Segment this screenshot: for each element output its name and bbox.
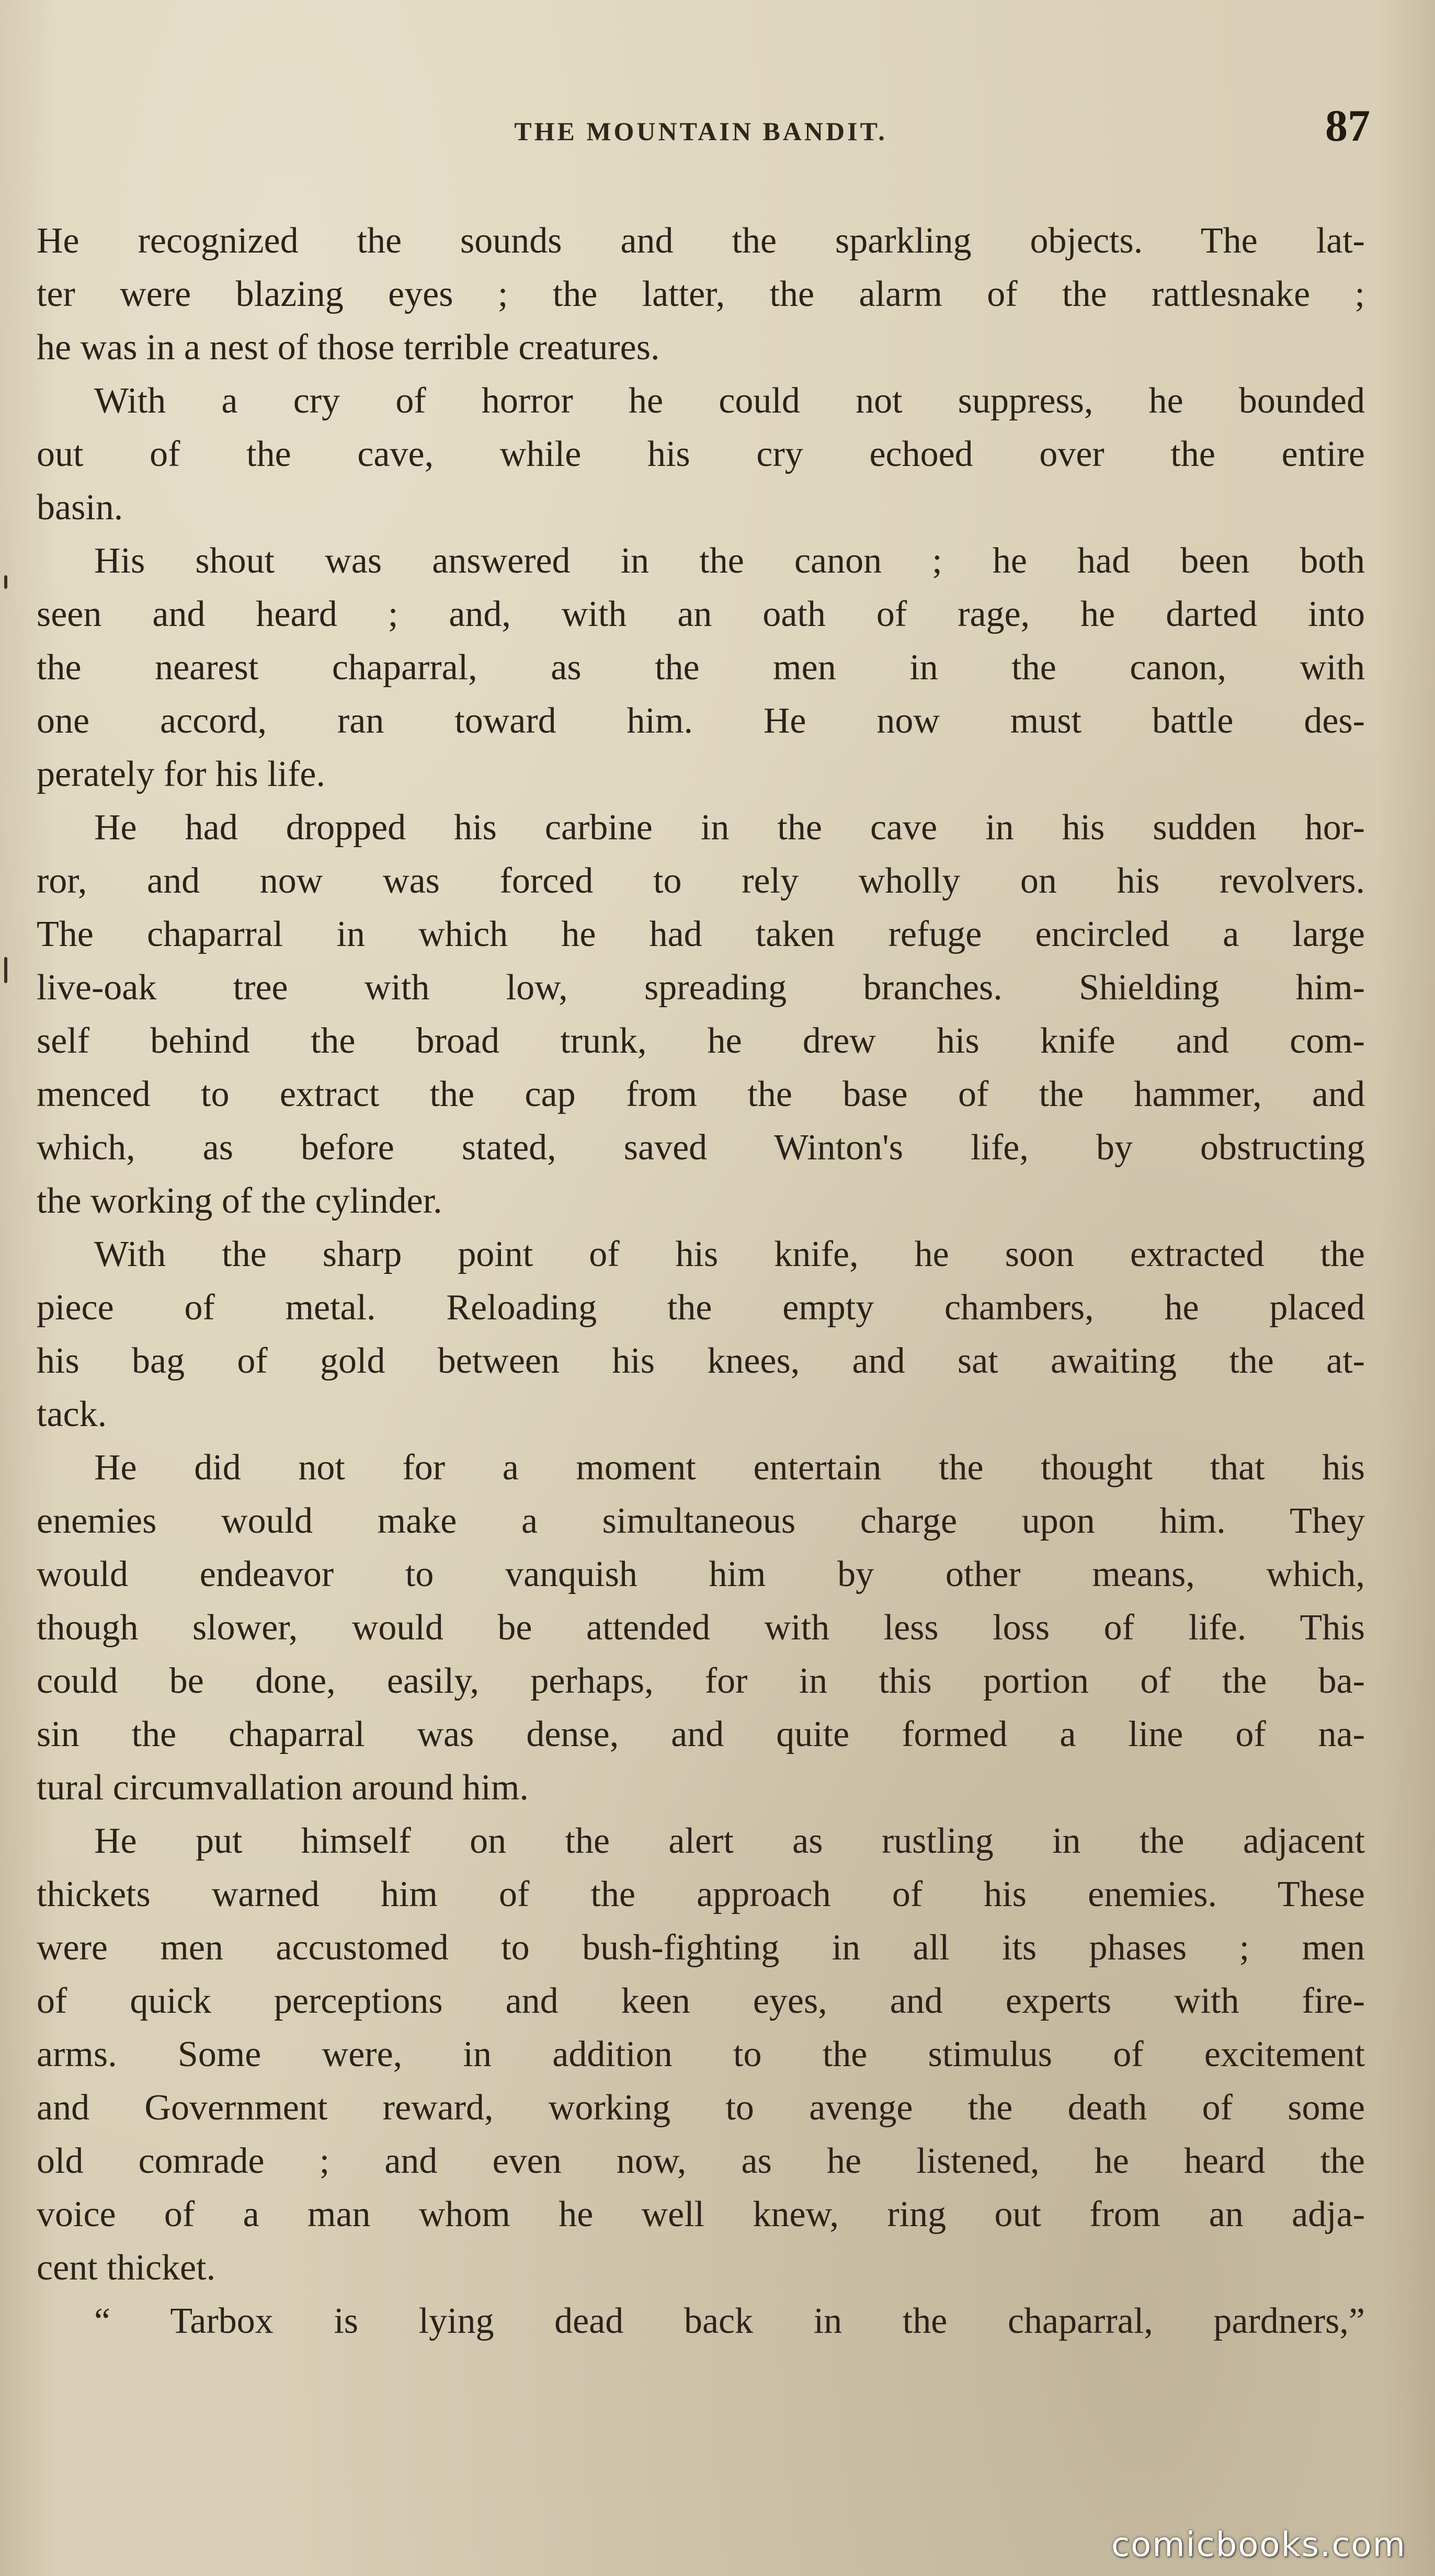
- text-line: He did not for a moment entertain the thought that his: [94, 1447, 1365, 1488]
- margin-mark: [4, 957, 7, 983]
- text-line: out of the cave, while his cry echoed over the entire: [37, 434, 1365, 474]
- text-line: which, as before stated, saved Winton's life, by obstructing: [37, 1127, 1365, 1168]
- text-line: of quick perceptions and keen eyes, and experts with fire-: [37, 1981, 1365, 2021]
- text-line: ter were blazing eyes ; the latter, the alarm of the rattlesnake ;: [37, 274, 1365, 314]
- text-line: he was in a nest of those terrible creatures.: [37, 327, 660, 368]
- text-line: seen and heard ; and, with an oath of rage, he darted into: [37, 594, 1365, 634]
- text-line: With a cry of horror he could not suppress, he bounded: [94, 381, 1365, 421]
- watermark: comicbooks.com: [1111, 2526, 1406, 2564]
- text-line: basin.: [37, 487, 123, 528]
- text-line: one accord, ran toward him. He now must battle des-: [37, 701, 1365, 741]
- text-line: self behind the broad trunk, he drew his knife and com-: [37, 1021, 1365, 1061]
- text-line: menced to extract the cap from the base of the hammer, and: [37, 1074, 1365, 1114]
- text-line: tack.: [37, 1394, 107, 1434]
- text-line: piece of metal. Reloading the empty chambers, he placed: [37, 1287, 1365, 1328]
- text-line: cent thicket.: [37, 2248, 216, 2288]
- text-line: and Government reward, working to avenge the death of some: [37, 2088, 1365, 2128]
- text-line: arms. Some were, in addition to the stimulus of excitement: [37, 2034, 1365, 2075]
- text-line: the working of the cylinder.: [37, 1181, 442, 1221]
- text-line: He put himself on the alert as rustling in the adjacent: [94, 1821, 1365, 1861]
- text-line: He recognized the sounds and the sparkling objects. The lat-: [37, 221, 1365, 261]
- body-text: [37, 214, 1365, 2348]
- text-line: the nearest chaparral, as the men in the canon, with: [37, 647, 1365, 688]
- text-line: sin the chaparral was dense, and quite formed a line of na-: [37, 1714, 1365, 1754]
- text-line: were men accustomed to bush-fighting in all its phases ; men: [37, 1928, 1365, 1968]
- text-line: would endeavor to vanquish him by other means, which,: [37, 1554, 1365, 1594]
- text-line: thickets warned him of the approach of his enemies. These: [37, 1874, 1365, 1914]
- text-line: He had dropped his carbine in the cave in his sudden hor-: [94, 807, 1365, 848]
- text-line: his bag of gold between his knees, and sat awaiting the at-: [37, 1341, 1365, 1381]
- text-line: live-oak tree with low, spreading branches. Shielding him-: [37, 967, 1365, 1008]
- text-line: tural circumvallation around him.: [37, 1768, 529, 1808]
- text-line: “ Tarbox is lying dead back in the chaparral, pardners,”: [94, 2301, 1365, 2341]
- text-line: ror, and now was forced to rely wholly on his revolvers.: [37, 861, 1365, 901]
- text-line: enemies would make a simultaneous charge upon him. They: [37, 1501, 1365, 1541]
- text-line: though slower, would be attended with less loss of life. This: [37, 1608, 1365, 1648]
- running-title: THE MOUNTAIN BANDIT.: [514, 117, 887, 146]
- page-number: 87: [1325, 100, 1370, 151]
- running-head: [31, 99, 1370, 157]
- text-line: could be done, easily, perhaps, for in this portion of the ba-: [37, 1661, 1365, 1701]
- text-line: perately for his life.: [37, 754, 326, 794]
- text-line: His shout was answered in the canon ; he had been both: [94, 541, 1365, 581]
- margin-mark: [4, 575, 7, 589]
- text-line: voice of a man whom he well knew, ring out from an adja-: [37, 2194, 1365, 2235]
- text-line: With the sharp point of his knife, he soon extracted the: [94, 1234, 1365, 1274]
- text-line: old comrade ; and even now, as he listened, he heard the: [37, 2141, 1365, 2181]
- text-line: The chaparral in which he had taken refuge encircled a large: [37, 914, 1365, 954]
